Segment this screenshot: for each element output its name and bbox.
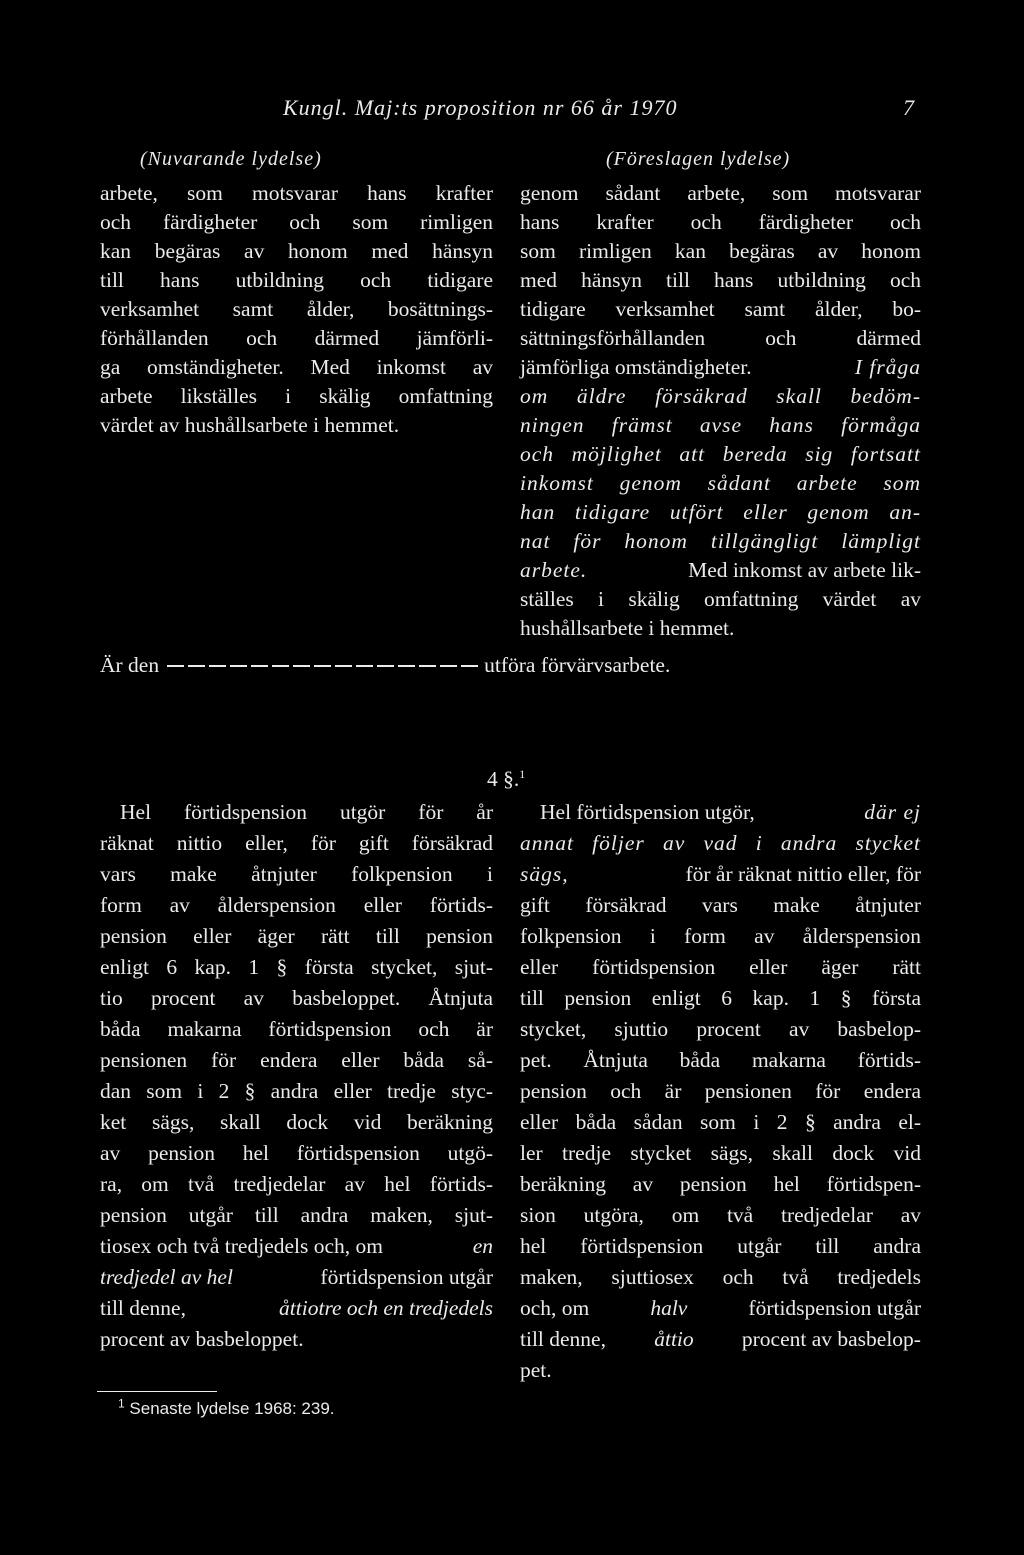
text-line [520,860,921,889]
text-line: båda makarna förtidspension och är [100,1017,493,1041]
text-line: vars make åtnjuter folkpension i [100,862,493,886]
text-segment: till denne, [520,1327,606,1351]
text-line: folkpension i form av ålderspension [520,924,921,948]
text-line: maken, sjuttiosex och två tredjedels [520,1265,921,1289]
continuation-line [100,651,670,680]
text-line: arbete, som motsvarar hans krafter [100,181,493,205]
text-line [520,798,921,827]
italic-line: inkomst genom sådant arbete som [520,471,921,495]
text-line: eller förtidspension eller äger rätt [520,955,921,979]
text-line: räknat nittio eller, för gift försäkrad [100,831,493,855]
dash-leader [165,665,480,667]
text-line: pet. [520,1358,552,1382]
text-line: hans krafter och färdigheter och [520,210,921,234]
text-line: Hel förtidspension utgör för år [120,800,493,824]
italic-segment: arbete. [520,558,588,582]
text-line: till pension enligt 6 kap. 1 § första [520,986,921,1010]
italic-segment: I fråga [854,355,921,379]
italic-segment: åttiotre och en tredjedels [279,1296,493,1320]
text-line [100,1263,493,1292]
text-line: till hans utbildning och tidigare [100,268,493,292]
text-segment: Är den [100,653,160,677]
italic-line: om äldre försäkrad skall bedöm- [520,384,921,408]
italic-segment: sägs, [520,862,569,886]
section-label: 4 §.$^1$ [487,766,526,791]
text-line: förhållanden och därmed jämförli- [100,326,493,350]
text-line: verksamhet samt ålder, bosättnings- [100,297,493,321]
text-line [100,1294,493,1323]
text-line [100,1232,493,1261]
text-segment: för år räknat nittio eller, för [685,862,921,886]
text-line: genom sådant arbete, som motsvarar [520,181,921,205]
text-line: enligt 6 kap. 1 § första stycket, sjut- [100,955,493,979]
text-line: sättningsförhållanden och därmed [520,326,921,350]
text-line: som rimligen kan begäras av honom [520,239,921,263]
text-line [520,1294,921,1323]
text-line: ket sägs, skall dock vid beräkning [100,1110,493,1134]
footnote [118,1396,335,1419]
italic-line: ningen främst avse hans förmåga [520,413,921,437]
footnote-marker: 1 [118,1396,125,1411]
text-line: av pension hel förtidspension utgö- [100,1141,493,1165]
text-line: form av ålderspension eller förtids- [100,893,493,917]
italic-segment: tredjedel av hel [100,1265,233,1289]
text-line: med hänsyn till hans utbildning och [520,268,921,292]
text-line: eller båda sådan som i 2 § andra el- [520,1110,921,1134]
italic-segment: en [472,1234,493,1258]
text-line: beräkning av pension hel förtidspen- [520,1172,921,1196]
text-line: och färdigheter och som rimligen [100,210,493,234]
italic-segment: halv [650,1296,688,1320]
text-line: sion utgöra, om två tredjedelar av [520,1203,921,1227]
text-line: ställes i skälig omfattning värdet av [520,587,921,611]
current-wording-heading: (Nuvarande lydelse) [140,148,322,170]
text-segment: förtidspension utgår [748,1296,921,1320]
text-segment: procent av basbelop- [741,1327,921,1351]
text-line: tio procent av basbeloppet. Åtnjuta [100,986,493,1010]
italic-segment: där ej [864,800,921,824]
running-header-title: Kungl. Maj:ts proposition nr 66 år 1970 [283,95,678,120]
text-line: stycket, sjuttio procent av basbelop- [520,1017,921,1041]
text-line: pension utgår till andra maken, sjut- [100,1203,493,1227]
text-line: pension och är pensionen för endera [520,1079,921,1103]
text-line: pensionen för endera eller båda så- [100,1048,493,1072]
text-line: pet. Åtnjuta båda makarna förtids- [520,1048,921,1072]
italic-line: han tidigare utfört eller genom an- [520,500,921,524]
text-segment: Hel förtidspension utgör, [540,800,755,824]
footnote-text: Senaste lydelse 1968: 239. [129,1399,335,1418]
text-line: procent av basbeloppet. [100,1327,304,1351]
text-line: tidigare verksamhet samt ålder, bo- [520,297,921,321]
text-segment: och, om [520,1296,590,1320]
text-line [520,353,921,382]
text-line: värdet av hushållsarbete i hemmet. [100,413,400,437]
text-line: dan som i 2 § andra eller tredje styc- [100,1079,493,1103]
text-line [520,1325,921,1354]
text-line: pension eller äger rätt till pension [100,924,493,948]
italic-segment: åttio [654,1327,694,1351]
text-segment: Med inkomst av arbete lik- [688,558,921,582]
text-line: hel förtidspension utgår till andra [520,1234,921,1258]
footnote-rule [97,1391,217,1392]
text-segment: förtidspension utgår [320,1265,493,1289]
text-segment: utföra förvärvsarbete. [484,653,671,677]
text-line [520,556,921,585]
text-line: ra, om två tredjedelar av hel förtids- [100,1172,493,1196]
text-line: ga omständigheter. Med inkomst av [100,355,493,379]
footnote-ref: 1 [519,766,526,781]
text-line: ler tredje stycket sägs, skall dock vid [520,1141,921,1165]
text-segment: tiosex och två tredjedels och, om [100,1234,384,1258]
text-segment: jämförliga omständigheter. [520,355,752,379]
proposed-wording-heading: (Föreslagen lydelse) [606,148,791,170]
text-segment: till denne, [100,1296,186,1320]
italic-line: och möjlighet att bereda sig fortsatt [520,442,921,466]
italic-line: nat för honom tillgängligt lämpligt [520,529,921,553]
text-line: hushållsarbete i hemmet. [520,616,735,640]
page-number: 7 [903,95,914,120]
text-line: gift försäkrad vars make åtnjuter [520,893,921,917]
italic-line: annat följer av vad i andra stycket [520,831,921,855]
text-line: kan begäras av honom med hänsyn [100,239,493,263]
text-line: arbete likställes i skälig omfattning [100,384,493,408]
